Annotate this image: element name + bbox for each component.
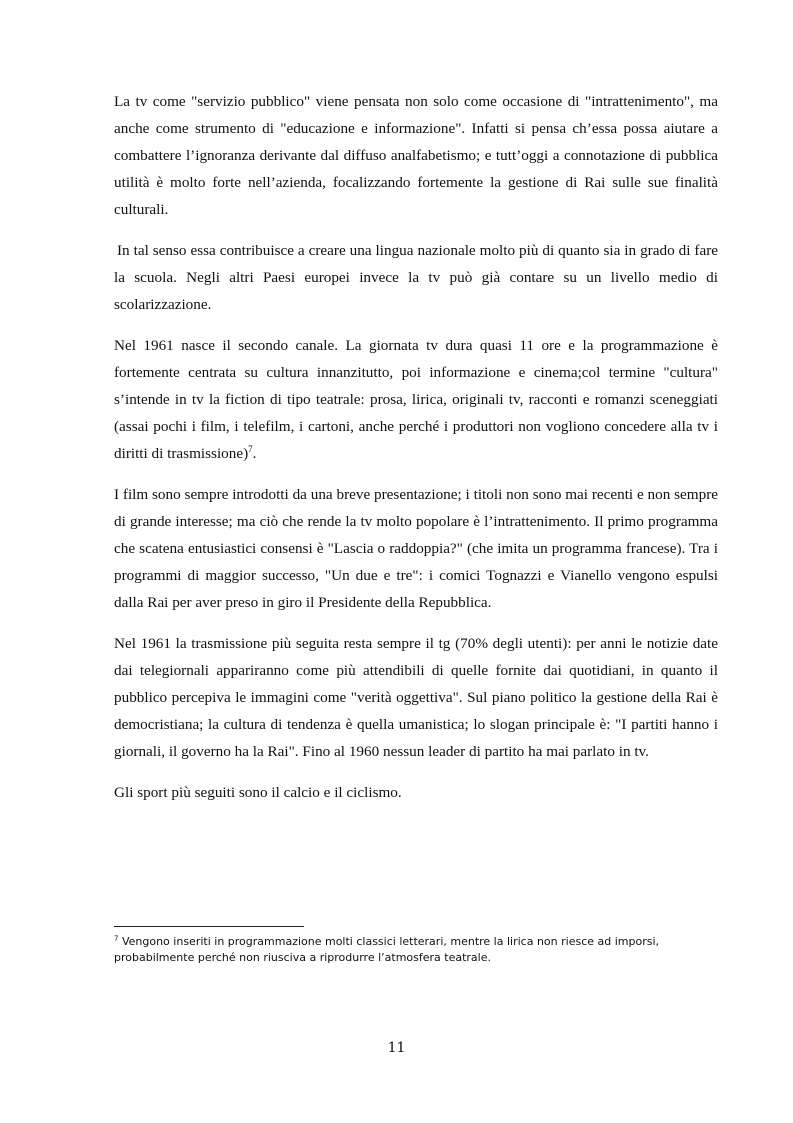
- paragraph-5: Nel 1961 la trasmissione più seguita resta sempre il tg (70% degli utenti): per anni le notizie date dai telegiornali appariranno come più attendibili di quelle fornite dai quotidiani, in quanto il pubblico percepiva le immagini come "verità oggettiva". Sul piano politico la gestione della Rai è democristiana; la cultura di tendenza è quella umanistica; lo slogan principale è: "I partiti hanno i giornali, il governo ha la Rai". Fino al 1960 nessun leader di partito ha mai parlato in tv.: [114, 635, 718, 760]
- body-text: [114, 88, 718, 820]
- footnote-text: Vengono inseriti in programmazione molti classici letterari, mentre la lirica non riesce ad imporsi, probabilmente perché non riusciva a riprodurre l’atmosfera teatrale.: [114, 935, 660, 964]
- paragraph-2: In tal senso essa contribuisce a creare una lingua nazionale molto più di quanto sia in grado di fare la scuola. Negli altri Paesi europei invece la tv può già contare su un livello medio di scolarizzazione.: [114, 242, 718, 313]
- footnote-divider: [114, 926, 304, 927]
- footnote-reference[interactable]: 7: [248, 443, 253, 454]
- paragraph-6: Gli sport più seguiti sono il calcio e il ciclismo.: [114, 784, 402, 801]
- paragraph-3-text: Nel 1961 nasce il secondo canale. La giornata tv dura quasi 11 ore e la programmazione è fortemente centrata su cultura innanzitutto, poi informazione e cinema;col termine "cultura" s’intende in tv la fiction di tipo teatrale: prosa, lirica, originali tv, racconti e romanzi sceneggiati (assai pochi i film, i telefilm, i cartoni, anche perché i produttori non vogliono concedere alla tv i diritti di trasmissione): [114, 337, 718, 462]
- paragraph-1: La tv come "servizio pubblico" viene pensata non solo come occasione di "intrattenimento", ma anche come strumento di "educazione e informazione". Infatti si pensa ch’essa possa aiutare a combattere l’ignoranza derivante dal diffuso analfabetismo; e tutt’oggi a connotazione di pubblica utilità è molto forte nell’azienda, focalizzando fortemente la gestione di Rai sulle sue finalità culturali.: [114, 93, 718, 218]
- paragraph-3: [114, 332, 718, 467]
- footnote-marker: 7: [114, 934, 119, 943]
- paragraph-3-end: .: [252, 445, 257, 462]
- page-number: 11: [387, 1040, 406, 1056]
- footnote: [114, 934, 718, 966]
- paragraph-4: I film sono sempre introdotti da una breve presentazione; i titoli non sono mai recenti e non sempre di grande interesse; ma ciò che rende la tv molto popolare è l’intrattenimento. Il primo programma che scatena entusiastici consensi è "Lascia o raddoppia?" (che imita un programma francese). Tra i programmi di maggior successo, "Un due e tre": i comici Tognazzi e Vianello vengono espulsi dalla Rai per aver preso in giro il Presidente della Repubblica.: [114, 486, 718, 611]
